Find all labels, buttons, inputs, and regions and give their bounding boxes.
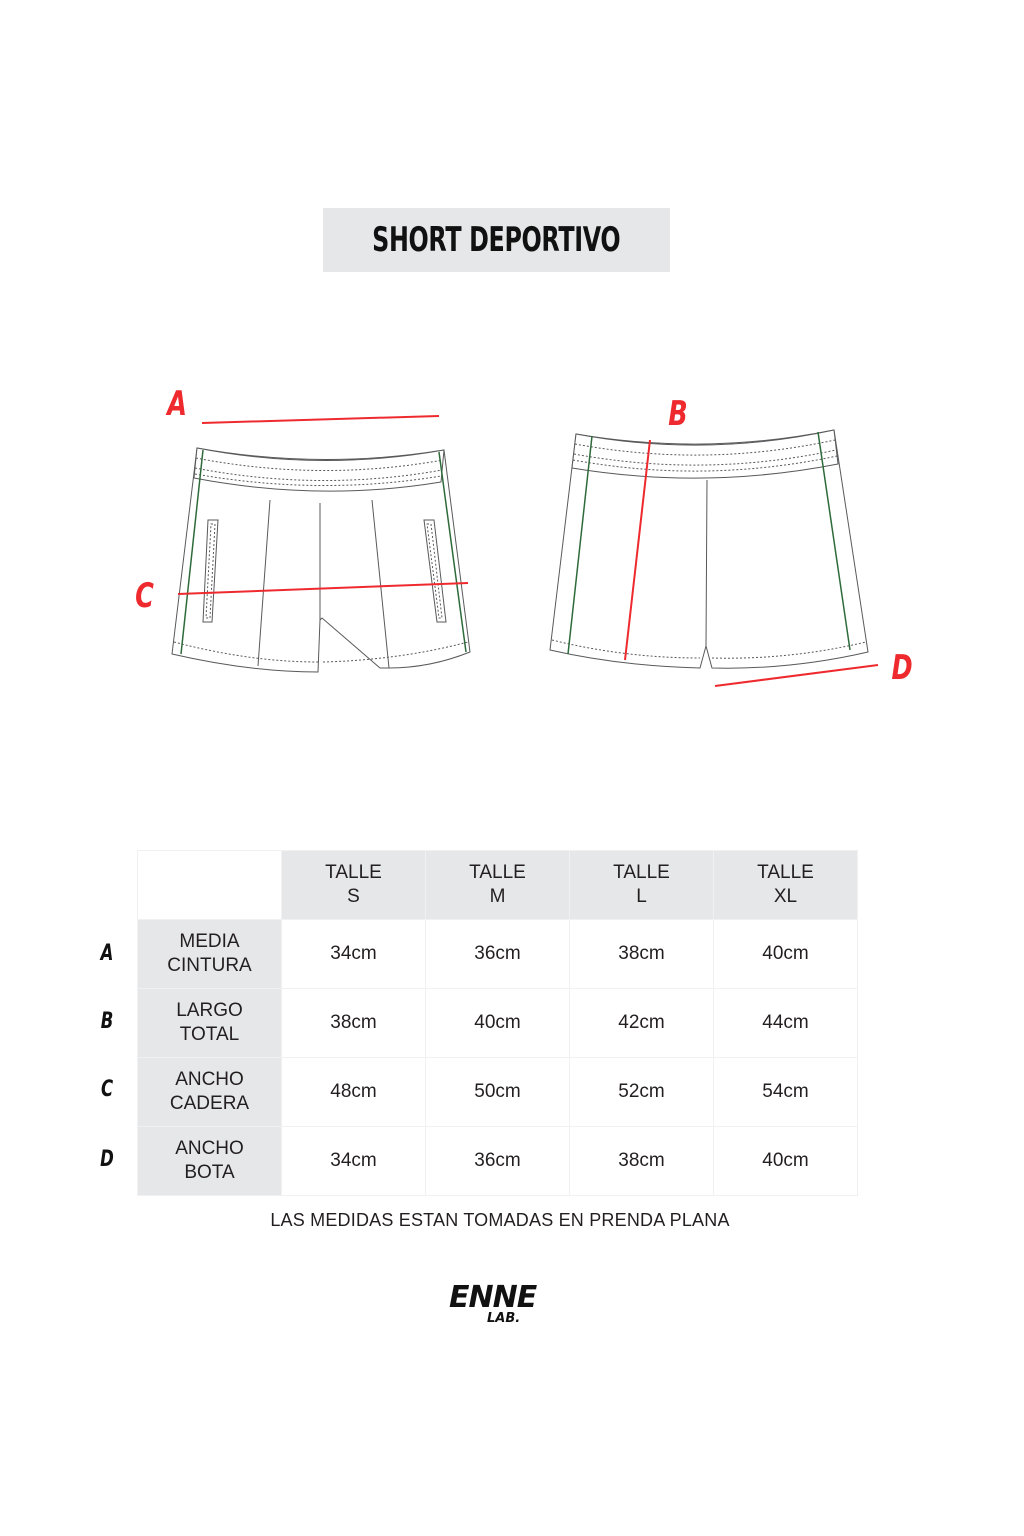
row-label-largo-total: LARGO TOTAL	[138, 989, 282, 1058]
front-view-shorts	[172, 448, 470, 672]
table-cell: 34cm	[282, 920, 426, 989]
size-table	[137, 850, 858, 1196]
shorts-diagram	[0, 370, 1024, 730]
table-cell: 40cm	[714, 1127, 858, 1196]
row-label-ancho-bota: ANCHO BOTA	[138, 1127, 282, 1196]
measurement-note: LAS MEDIDAS ESTAN TOMADAS EN PRENDA PLANA	[270, 1210, 730, 1230]
row-label-media-cintura: MEDIA CINTURA	[138, 920, 282, 989]
logo-wordmark: ENNE	[449, 1280, 537, 1315]
row-letter-c: C	[100, 1077, 114, 1102]
page-title: SHORT DEPORTIVO	[372, 220, 621, 260]
shorts-illustration	[0, 370, 1024, 730]
table-cell: 34cm	[282, 1127, 426, 1196]
brand-logo	[449, 1282, 563, 1332]
title-banner	[323, 208, 670, 272]
header-size-s: TALLE S	[282, 851, 426, 920]
table-cell: 44cm	[714, 989, 858, 1058]
header-size-m: TALLE M	[426, 851, 570, 920]
row-letter-b: B	[100, 1009, 114, 1034]
table-cell: 36cm	[426, 1127, 570, 1196]
table-cell: 54cm	[714, 1058, 858, 1127]
size-chart	[0, 850, 1024, 1195]
table-cell: 48cm	[282, 1058, 426, 1127]
table-row	[138, 989, 858, 1058]
table-cell: 50cm	[426, 1058, 570, 1127]
row-letter-a: A	[100, 941, 114, 966]
table-cell: 36cm	[426, 920, 570, 989]
table-cell: 38cm	[282, 989, 426, 1058]
row-letter-d: D	[100, 1147, 114, 1172]
back-view-shorts	[550, 430, 868, 668]
table-cell: 38cm	[570, 1127, 714, 1196]
table-row	[138, 920, 858, 989]
table-row	[138, 1127, 858, 1196]
table-header-row	[138, 851, 858, 920]
label-a: A	[167, 384, 188, 424]
table-corner	[138, 851, 282, 920]
header-size-l: TALLE L	[570, 851, 714, 920]
label-c: C	[135, 576, 154, 616]
table-cell: 52cm	[570, 1058, 714, 1127]
table-cell: 42cm	[570, 989, 714, 1058]
table-cell: 38cm	[570, 920, 714, 989]
table-row	[138, 1058, 858, 1127]
row-label-ancho-cadera: ANCHO CADERA	[138, 1058, 282, 1127]
logo-subtitle: LAB.	[487, 1311, 521, 1326]
header-size-xl: TALLE XL	[714, 851, 858, 920]
table-cell: 40cm	[426, 989, 570, 1058]
measure-line-a	[202, 416, 439, 423]
label-d: D	[891, 648, 913, 688]
label-b: B	[668, 394, 688, 434]
table-cell: 40cm	[714, 920, 858, 989]
